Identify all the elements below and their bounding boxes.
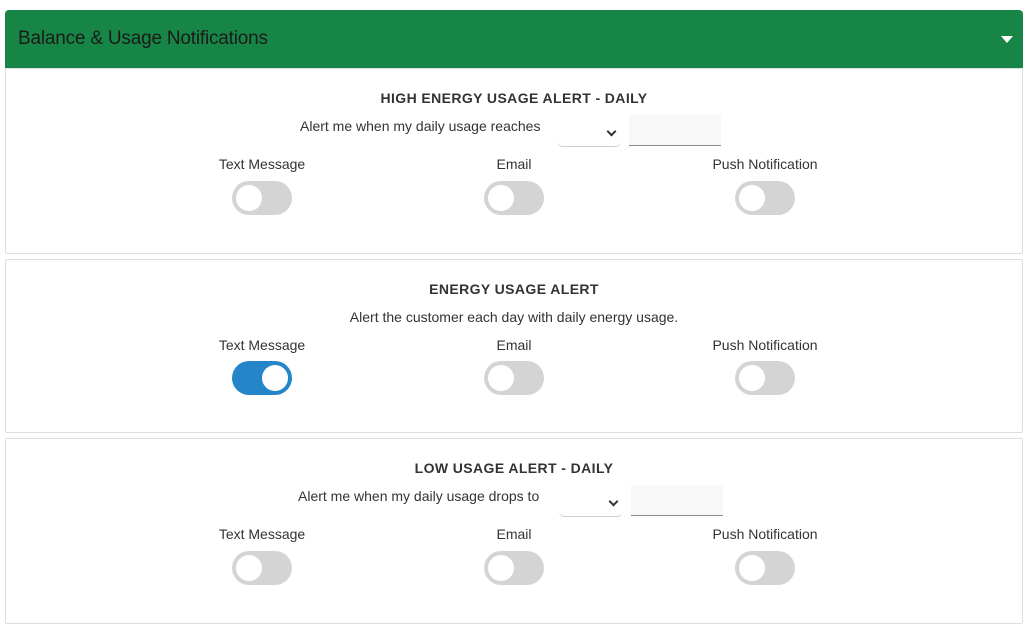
alert-threshold-prompt: Alert me when my daily usage drops to (298, 488, 540, 504)
toggle-knob (739, 185, 765, 211)
email-toggle[interactable] (484, 551, 544, 585)
low-usage-alert-card (5, 438, 1023, 624)
text-message-toggle[interactable] (232, 361, 292, 395)
energy-usage-alert-card (5, 259, 1023, 433)
high-energy-usage-alert-card (5, 68, 1023, 254)
text-message-label: Text Message (218, 156, 306, 172)
card-description: Alert the customer each day with daily energy usage. (349, 309, 679, 325)
email-label: Email (496, 156, 532, 172)
caret-down-icon[interactable] (1001, 36, 1013, 43)
push-notification-toggle[interactable] (735, 181, 795, 215)
text-message-toggle[interactable] (232, 551, 292, 585)
chevron-down-icon (609, 497, 619, 507)
threshold-unit-select[interactable] (557, 117, 621, 147)
push-notification-label: Push Notification (712, 337, 818, 353)
toggle-knob (488, 365, 514, 391)
toggle-knob (488, 185, 514, 211)
panel-title: Balance & Usage Notifications (18, 28, 268, 49)
toggle-knob (488, 555, 514, 581)
notifications-panel-header[interactable] (5, 10, 1023, 68)
text-message-label: Text Message (218, 526, 306, 542)
push-notification-label: Push Notification (712, 156, 818, 172)
email-label: Email (496, 337, 532, 353)
card-title: HIGH ENERGY USAGE ALERT - DAILY (380, 90, 648, 106)
threshold-value-input[interactable] (629, 115, 721, 146)
alert-threshold-prompt: Alert me when my daily usage reaches (300, 118, 541, 134)
push-notification-toggle[interactable] (735, 551, 795, 585)
toggle-knob (262, 365, 288, 391)
push-notification-toggle[interactable] (735, 361, 795, 395)
push-notification-label: Push Notification (712, 526, 818, 542)
toggle-knob (236, 555, 262, 581)
toggle-knob (236, 185, 262, 211)
email-toggle[interactable] (484, 181, 544, 215)
email-label: Email (496, 526, 532, 542)
toggle-knob (739, 555, 765, 581)
card-title: ENERGY USAGE ALERT (429, 281, 599, 297)
card-title: LOW USAGE ALERT - DAILY (414, 460, 614, 476)
threshold-unit-select[interactable] (559, 487, 623, 517)
threshold-value-input[interactable] (631, 485, 723, 516)
chevron-down-icon (607, 127, 617, 137)
toggle-knob (739, 365, 765, 391)
text-message-label: Text Message (218, 337, 306, 353)
text-message-toggle[interactable] (232, 181, 292, 215)
email-toggle[interactable] (484, 361, 544, 395)
